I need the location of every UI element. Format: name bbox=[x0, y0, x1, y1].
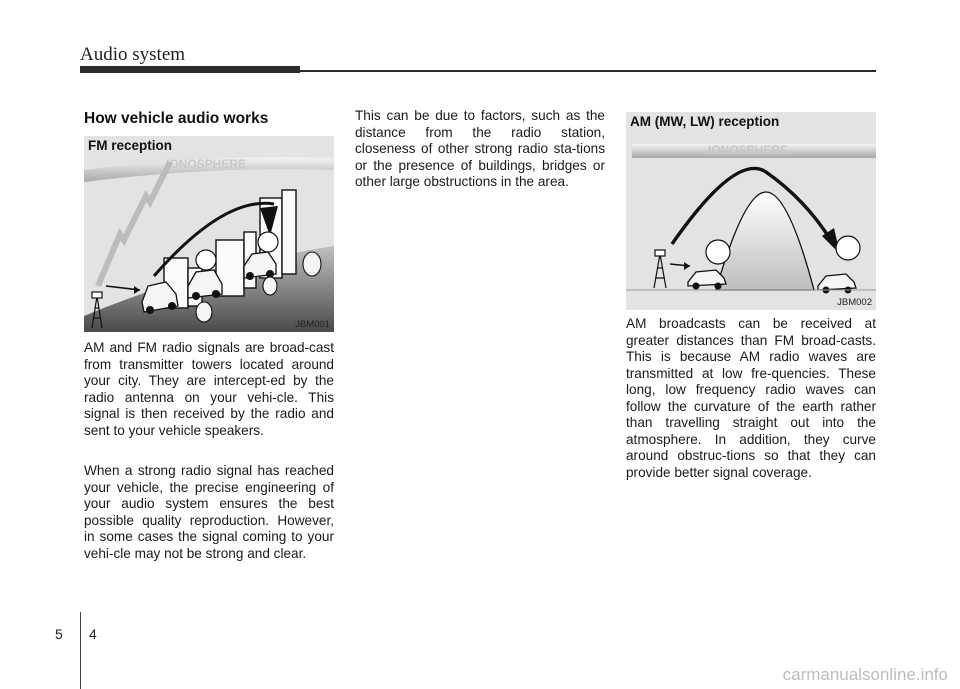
figure-title: AM (MW, LW) reception bbox=[630, 114, 780, 129]
figure-code: JBM001 bbox=[295, 319, 330, 330]
header-bar-thick bbox=[80, 66, 300, 73]
page-number: 4 bbox=[89, 626, 97, 642]
figure-title: FM reception bbox=[88, 138, 173, 153]
paragraph: This can be due to factors, such as the distance from the radio station, closeness of other strong radio sta-tions or the presence of buildings, bridges or other large obstructions in the area. bbox=[355, 108, 605, 189]
hill bbox=[716, 192, 814, 290]
ionosphere-label: IONOSPHERE bbox=[708, 143, 789, 157]
page-section-number: 5 bbox=[55, 626, 63, 642]
paragraph: AM broadcasts can be received at greater distances than FM broad-casts. This is because AM radio waves are transmitted at low fre-quencies. These long, low frequency radio waves can follow the curvature of the earth rather than travelling straight out into the atmosphere. In addition, they curve around obstruc-tions so that they can provide better signal coverage. bbox=[626, 316, 876, 480]
page-divider bbox=[80, 612, 81, 689]
paragraph: AM and FM radio signals are broad-cast from transmitter towers located around your city. They are intercept-ed by the radio antenna on your vehi-cle. This signal is then received by the radio and sent to your vehicle speakers. bbox=[84, 340, 334, 438]
am-reception-illustration bbox=[626, 112, 876, 310]
watermark: carmanualsonline.info bbox=[782, 665, 948, 684]
section-heading: How vehicle audio works bbox=[84, 110, 269, 127]
am-reception-figure bbox=[626, 112, 876, 310]
paragraph: When a strong radio signal has reached your vehicle, the precise engineering of your audio system ensures the best possible quality reproduction. However, in some cases the signal coming to your vehi-cle may not be strong and clear. bbox=[84, 463, 334, 561]
header-title: Audio system bbox=[80, 44, 186, 65]
header-bar-thin bbox=[300, 70, 876, 72]
fm-reception-illustration bbox=[84, 136, 334, 332]
fm-reception-figure bbox=[84, 136, 334, 332]
ionosphere-label: IONOSPHERE bbox=[166, 157, 247, 171]
figure-code: JBM002 bbox=[837, 297, 872, 308]
